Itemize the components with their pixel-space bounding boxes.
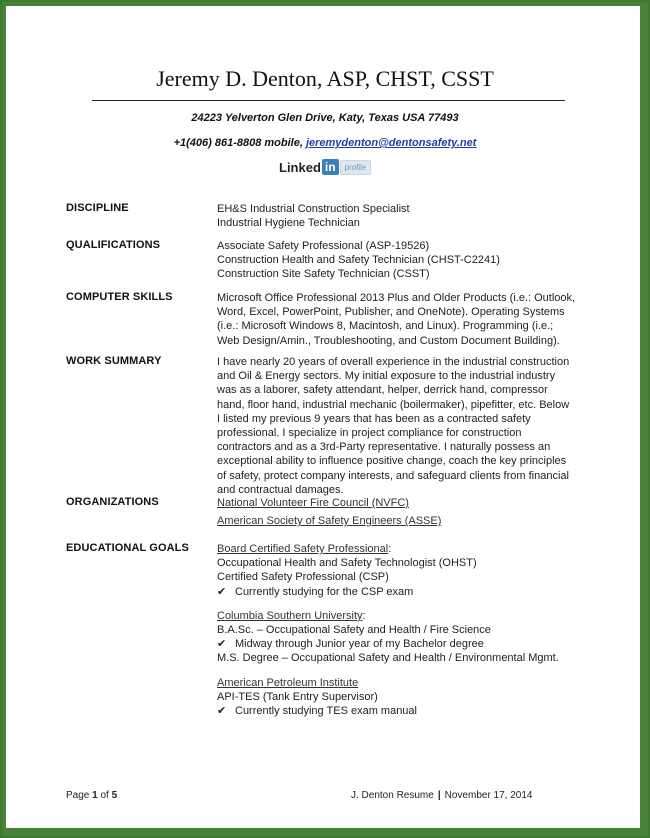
linkedin-in-icon: in xyxy=(322,159,339,175)
section-label-discipline: DISCIPLINE xyxy=(66,202,129,214)
api-link[interactable]: American Petroleum Institute xyxy=(217,676,359,689)
page-word: Page xyxy=(66,790,93,801)
board-colon: : xyxy=(388,543,392,555)
computer-skills-line: Web Design/Amin., Troubleshooting, and Custom Document Building). xyxy=(217,334,560,347)
board-check-item xyxy=(217,585,595,599)
work-summary-line: of safety, protect company interests, and safeguard clients from financial xyxy=(217,469,569,482)
computer-skills-line: Word, Excel, PowerPoint, Publisher, and OneNote). Operating Systems xyxy=(217,306,565,319)
footer-doc-name: J. Denton Resume xyxy=(351,790,434,801)
discipline-content xyxy=(217,202,595,230)
work-summary-content xyxy=(217,355,595,497)
page-total: 5 xyxy=(111,790,118,801)
checkmark-icon: ✔ xyxy=(217,638,227,651)
page-current: 1 xyxy=(92,790,98,801)
columbia-colon: : xyxy=(362,609,366,622)
computer-skills-content xyxy=(217,291,595,348)
board-check-text: Currently studying for the CSP exam xyxy=(235,585,414,598)
page-number xyxy=(66,790,117,801)
api-check-item xyxy=(217,704,595,718)
section-label-organizations: ORGANIZATIONS xyxy=(66,496,159,508)
checkmark-icon: ✔ xyxy=(217,705,227,718)
columbia-check-item xyxy=(217,637,595,651)
api-check-text: Currently studying TES exam manual xyxy=(235,705,417,718)
work-summary-line: I listed my previous 9 years that has been as a contracted safety xyxy=(217,412,531,425)
work-summary-line: I have nearly 20 years of overall experience in the industrial construction xyxy=(217,356,570,368)
columbia-line: B.A.Sc. – Occupational Safety and Health / Fire Science xyxy=(217,624,491,637)
qualification-line: Construction Site Safety Technician (CSST) xyxy=(217,268,430,281)
linkedin-logo-text: Linked xyxy=(279,159,321,175)
contact-line xyxy=(0,137,650,149)
work-summary-line: and contractual damages. xyxy=(217,483,344,496)
work-summary-line: was as a laborer, safety attendant, helper, derrick hand, compressor xyxy=(217,384,548,397)
footer-doc-info xyxy=(351,790,532,801)
address-line: 24223 Yelverton Glen Drive, Katy, Texas USA 77493 xyxy=(191,112,459,124)
qualification-line: Construction Health and Safety Technician (CHST-C2241) xyxy=(217,254,500,267)
resume-name: Jeremy D. Denton, ASP, CHST, CSST xyxy=(156,66,494,91)
board-certified-link[interactable]: Board Certified Safety Professional xyxy=(217,543,389,555)
columbia-line: M.S. Degree – Occupational Safety and Health / Environmental Mgmt. xyxy=(217,652,559,665)
work-summary-line: exceptional ability to influence positive change, coach the key principles xyxy=(217,455,567,468)
checkmark-icon: ✔ xyxy=(217,585,227,598)
board-line: Occupational Health and Safety Technologist (OHST) xyxy=(217,557,477,570)
organization-link-nvfc[interactable]: National Volunteer Fire Council (NVFC) xyxy=(217,497,409,509)
section-label-qualifications: QUALIFICATIONS xyxy=(66,239,161,251)
footer-separator: | xyxy=(437,790,441,801)
columbia-check-text: Midway through Junior year of my Bachelor degree xyxy=(235,638,484,651)
phone-text: +1(406) 861-8808 mobile, xyxy=(173,137,306,149)
page-of: of xyxy=(97,790,112,801)
work-summary-line: and Oil & Energy sectors. My initial exposure to the industrial industry xyxy=(217,370,556,383)
organization-link-asse[interactable]: American Society of Safety Engineers (ASSE) xyxy=(217,515,442,528)
qualifications-content xyxy=(217,239,595,282)
computer-skills-line: Microsoft Office Professional 2013 Plus and Older Products (i.e.: Outlook, xyxy=(217,292,576,304)
api-heading xyxy=(217,676,595,690)
section-label-work-summary: WORK SUMMARY xyxy=(66,355,162,367)
title-divider xyxy=(92,100,565,101)
computer-skills-line: (i.e.: Microsoft Windows 8, Macintosh, and Linux). Programming (i.e.; xyxy=(217,320,554,333)
section-label-educational-goals: EDUCATIONAL GOALS xyxy=(66,542,189,554)
columbia-heading xyxy=(217,609,595,623)
discipline-line: EH&S Industrial Construction Specialist xyxy=(217,203,410,215)
work-summary-line: contractors and as a 3rd-Party representative. I naturally possess an xyxy=(217,441,551,454)
organizations-content xyxy=(217,496,595,528)
work-summary-line: professional. I specialize in project compliance for construction xyxy=(217,427,522,440)
board-line: Certified Safety Professional (CSP) xyxy=(217,571,389,584)
discipline-line: Industrial Hygiene Technician xyxy=(217,217,360,230)
work-summary-line: hand, floor hand, industrial mechanic (boilermaker), pipefitter, etc. Below xyxy=(217,398,570,411)
educational-goals-content xyxy=(217,542,595,718)
footer-date: November 17, 2014 xyxy=(444,790,533,801)
linkedin-profile-badge[interactable] xyxy=(279,157,371,177)
email-link[interactable]: jeremydenton@dentonsafety.net xyxy=(305,137,477,149)
qualification-line: Associate Safety Professional (ASP-19526) xyxy=(217,240,430,252)
linkedin-profile-label: profile xyxy=(340,160,372,175)
columbia-southern-link[interactable]: Columbia Southern University xyxy=(217,609,363,622)
section-label-computer-skills: COMPUTER SKILLS xyxy=(66,291,173,303)
api-line: API-TES (Tank Entry Supervisor) xyxy=(217,690,378,703)
board-heading xyxy=(217,542,595,556)
